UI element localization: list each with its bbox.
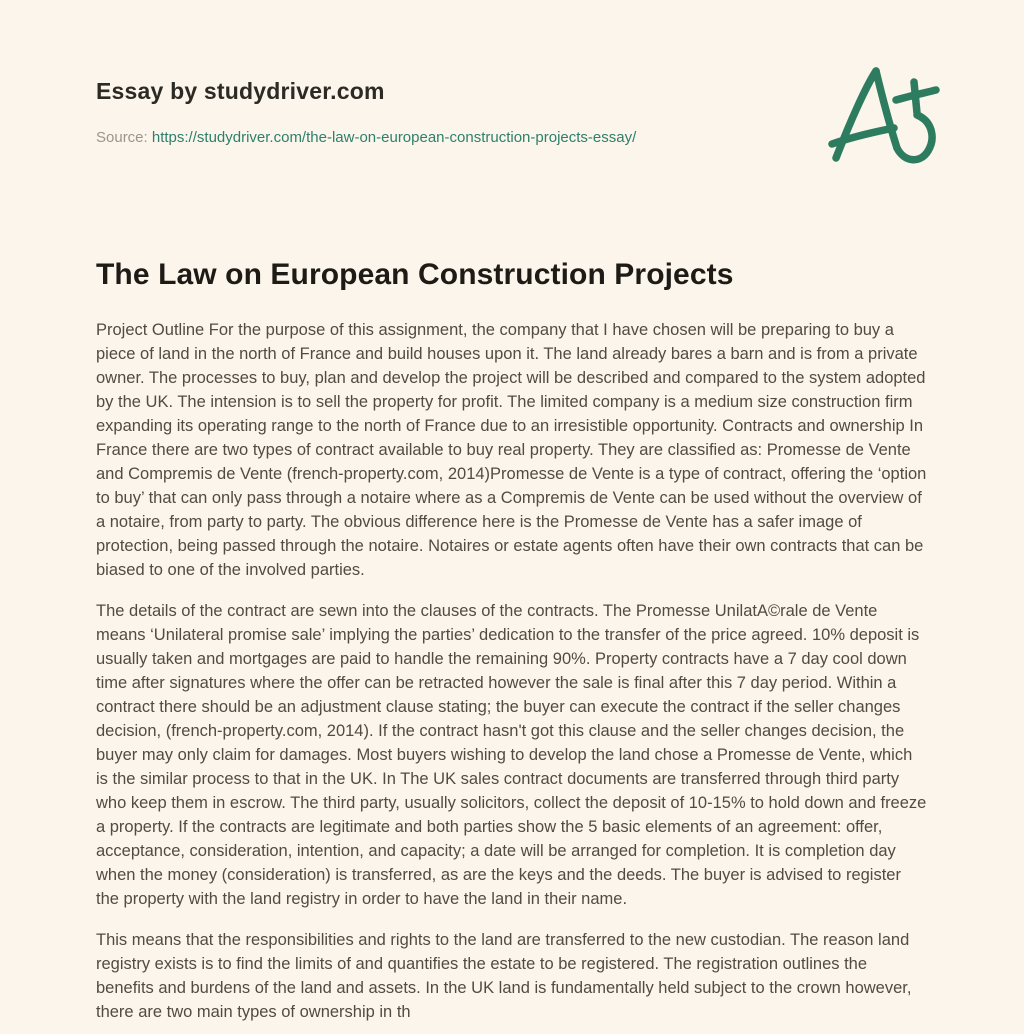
source-link[interactable]: https://studydriver.com/the-law-on-european-construction-projects-essay/	[151, 129, 637, 146]
essay-title: The Law on European Construction Projects	[96, 258, 734, 291]
source-label: Source:	[96, 129, 148, 146]
essay-paragraph-3: This means that the responsibilities and rights to the land are transferred to the new custodian. The reason land registry exists is to find the limits of and quantifies the estate to be registered. The registration outlines the benefits and burdens of the land and assets. In the UK land is fundamentally held subject to the crown however, there are two main types of ownership in th	[96, 931, 912, 1021]
essay-body	[96, 318, 928, 1024]
a-plus-logo-icon	[822, 60, 942, 172]
essay-paragraph-2: The details of the contract are sewn into the clauses of the contracts. The Promesse UnilatA©rale de Vente means ‘Unilateral promise sale’ implying the parties’ dedication to the transfer of the price agreed. 10% deposit is usually taken and mortgages are paid to handle the remaining 90%. Property contracts have a 7 day cool down time after signatures where the offer can be retracted however the sale is final after this 7 day period. Within a contract there should be an adjustment clause stating; the buyer can execute the contract if the seller changes decision, (french-property.com, 2014). If the contract hasn't got this clause and the seller changes decision, the buyer may only claim for damages. Most buyers wishing to develop the land chose a Promesse de Vente, which is the similar process to that in the UK. In The UK sales contract documents are transferred through third party who keep them in escrow. The third party, usually solicitors, collect the deposit of 10-15% to hold down and freeze a property. If the contracts are legitimate and both parties show the 5 basic elements of an agreement: offer, acceptance, consideration, intention, and capacity; a date will be arranged for completion. It is completion day when the money (consideration) is transferred, as are the keys and the deeds. The buyer is advised to register the property with the land registry in order to have the land in their name.	[96, 602, 927, 908]
page-title: Essay by studydriver.com	[96, 78, 385, 104]
essay-paragraph-1: Project Outline For the purpose of this assignment, the company that I have chosen will be preparing to buy a piece of land in the north of France and build houses upon it. The land already bares a barn and is from a private owner. The processes to buy, plan and develop the project will be described and compared to the system adopted by the UK. The intension is to sell the property for profit. The limited company is a medium size construction firm expanding its operating range to the north of France due to an irresistible opportunity. Contracts and ownership In France there are two types of contract available to buy real property. They are classified as: Promesse de Vente and Compremis de Vente (french-property.com, 2014)Promesse de Vente is a type of contract, offering the ‘option to buy’ that can only pass through a notaire where as a Compremis de Vente can be used without the overview of a notaire, from party to party. The obvious difference here is the Promesse de Vente has a safer image of protection, being passed through the notaire. Notaires or estate agents often have their own contracts that can be biased to one of the involved parties.	[96, 321, 927, 579]
source-line	[96, 129, 928, 146]
